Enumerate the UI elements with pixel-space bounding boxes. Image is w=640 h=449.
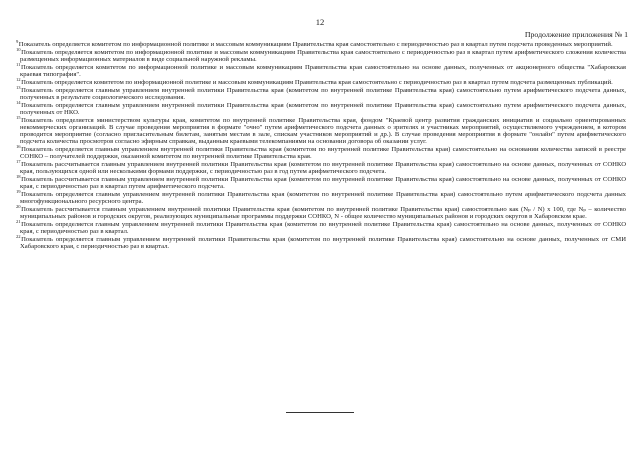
footnote-item [16, 39, 626, 48]
footnote-number: 21 [16, 219, 21, 225]
footnote-text: Показатель определяется главным управлением внутренней политики Правительства края (комитетом по внутренней политике Правительства края) самостоятельно на основании количества записей в реестре СОНКО – получателей поддержки, оказанной комитетом по внутренней политике Правительства края. [20, 145, 626, 160]
footnote-item [16, 85, 626, 101]
footnote-number: 12 [16, 77, 21, 83]
continuation-label: Продолжение приложения № 1 [524, 30, 628, 39]
footnote-text: Показатель определяется комитетом по информационной политике и массовым коммуникациям Правительства края самостоятельно с периодичностью раз в квартал путем подсчета проведенных мероприятий. [18, 41, 613, 48]
footnote-text: Показатель рассчитывается главным управлением внутренней политики Правительства края (комитетом по внутренней политике Правительства края) самостоятельно как (Nₚ / N) х 100, где Nₚ – количество муниципальных районов и городских округов, реализующих муниципальные программы поддержки СОНКО, N - общее количество муниципальных районов и городских округов в Хабаровском крае. [20, 205, 626, 220]
footnote-number: 11 [16, 62, 21, 68]
page-number: 12 [315, 17, 325, 27]
bottom-divider [286, 412, 354, 413]
footnote-text: Показатель определяется главным управлением внутренней политики Правительства края (комитетом по внутренней политике Правительства края) самостоятельно путем арифметического подсчета данных многофункционального ресурсного центра. [20, 190, 626, 205]
footnote-number: 16 [16, 144, 21, 150]
footnote-text: Показатель рассчитывается главным управлением внутренней политики Правительства края (комитетом по внутренней политике Правительства края) самостоятельно на основе данных, полученных от СОНКО края, с периодичностью раз в квартал путем арифметического подсчета. [20, 175, 626, 190]
footnote-text: Показатель определяется главным управлением внутренней политики Правительства края (комитетом по внутренней политике Правительства края) самостоятельно на основе данных, полученных от СМИ Хабаровского края, с периодичностью раз в квартал. [20, 235, 626, 250]
footnote-number: 15 [16, 115, 21, 121]
footnote-text: Показатель определяется главным управлением внутренней политики Правительства края (комитетом по внутренней политике Правительства края) самостоятельно путем арифметического подсчета данных, полученных от НКО. [20, 101, 626, 116]
footnote-text: Показатель определяется министерством культуры края, комитетом по внутренней политике Правительства края, фондом "Краевой центр развития гражданских инициатив и социально ориентированных некоммерческих организаций. В случае проведения мероприятия в формате "очно" путем арифметического подсчета данных о зрителях и участниках мероприятий, осуществляемого учреждением, в котором проводится мероприятие (согласно пригласительным билетам, занятым местам в зале, спискам участников мероприятий и др.). В случае проведения мероприятия в формате "онлайн" путем арифметического подсчета количества просмотров согласно эфирным справкам, выданным краевыми телекомпаниями на основании договора об оказании услуг. [20, 116, 626, 145]
footnote-item [16, 77, 626, 86]
footnote-number: 13 [16, 85, 21, 91]
footnote-text: Показатель определяется комитетом по информационной политике и массовым коммуникациям Правительства края самостоятельно на основе данных, полученных от акционерного общества "Хабаровская краевая типография". [20, 63, 626, 78]
footnote-number: 20 [16, 204, 21, 210]
footnote-number: 10 [16, 47, 21, 53]
footnote-text: Показатель определяется комитетом по информационной политике и массовым коммуникациям Правительства края самостоятельно с периодичностью раз в квартал путем подсчета размещенных публикаций. [21, 78, 613, 86]
footnote-text: Показатель рассчитывается главным управлением внутренней политики Правительства края (комитетом по внутренней политике Правительства края) самостоятельно на основе данных, полученных от СОНКО края, пользующихся одной или несколькими формами поддержки, с периодичностью раз в год путем арифметического подсчета. [20, 160, 626, 175]
footnote-number: 22 [16, 234, 21, 240]
footnote-item [16, 62, 626, 78]
footnote-number: 9 [16, 39, 19, 45]
footnote-item [16, 204, 626, 220]
footnote-item [16, 115, 626, 145]
footnote-number: 18 [16, 174, 21, 180]
footnote-item [16, 144, 626, 160]
footnote-item [16, 189, 626, 205]
footnote-text: Показатель определяется комитетом по информационной политике и массовым коммуникациям Правительства края самостоятельно с периодичностью раз в квартал путем арифметического сложения количества размещенных информационных материалов в виде социальной наружной рекламы. [20, 48, 626, 63]
footnote-item [16, 174, 626, 190]
footnote-text: Показатель определяется главным управлением внутренней политики Правительства края (комитетом по внутренней политике Правительства края) самостоятельно на основе данных, полученных от СОНКО края, с периодичностью раз в квартал. [20, 220, 626, 235]
footnote-item [16, 100, 626, 116]
footnote-number: 14 [16, 100, 21, 106]
footnote-text: Показатель определяется главным управлением внутренней политики Правительства края (комитетом по внутренней политике Правительства края) самостоятельно путем арифметического подсчета данных, полученных в результате социологического исследования. [20, 86, 626, 101]
footnote-number: 19 [16, 189, 21, 195]
footnote-item [16, 47, 626, 63]
footnote-item [16, 219, 626, 235]
footnote-item [16, 159, 626, 175]
footnotes-list [16, 39, 626, 251]
footnote-number: 17 [16, 159, 21, 165]
footnote-item [16, 234, 626, 250]
